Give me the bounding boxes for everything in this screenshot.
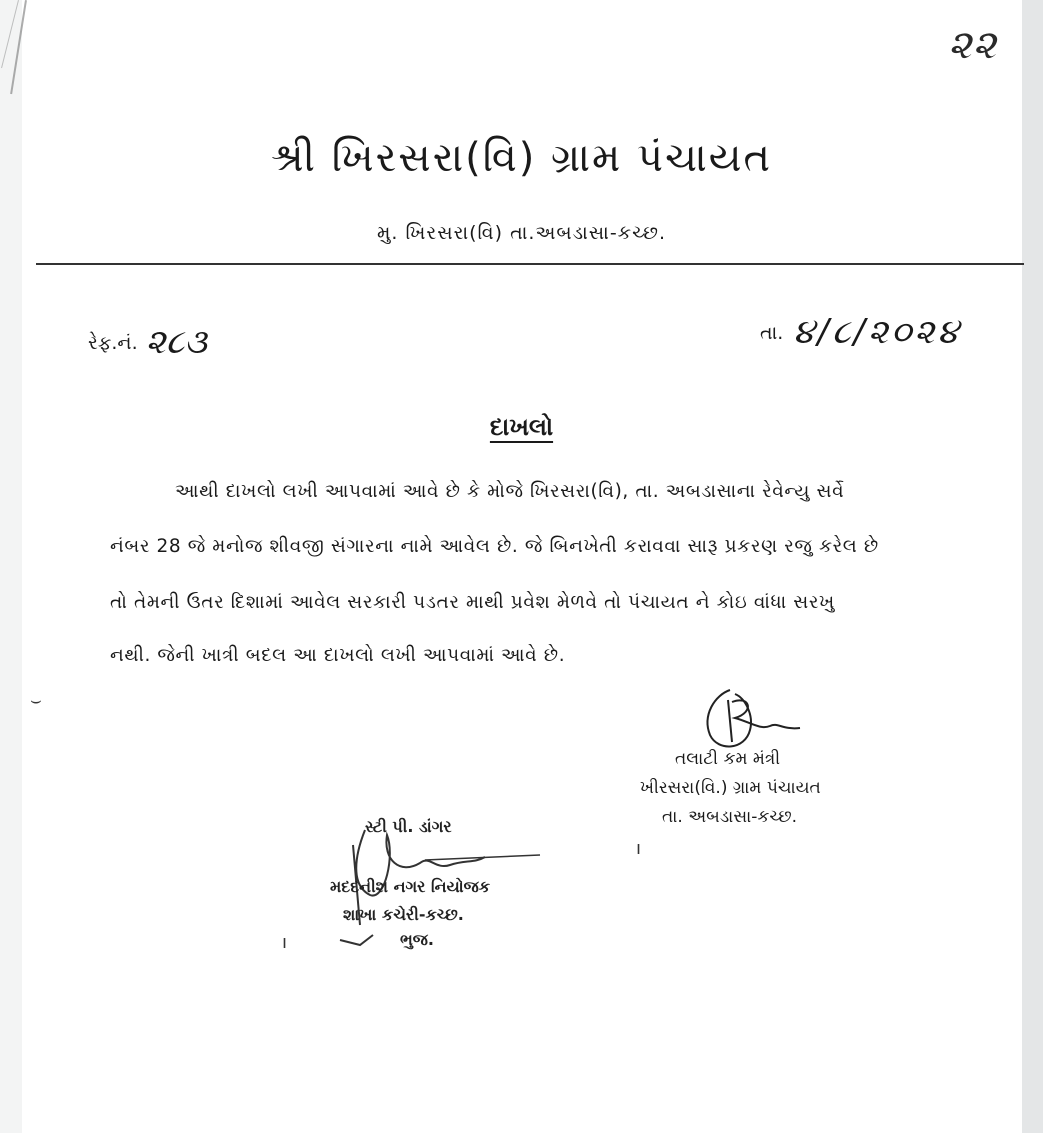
ink-mark: ı (282, 932, 288, 953)
stamp-name: સ્ટી પી. ડાંગર (365, 817, 452, 836)
header-divider (36, 263, 1024, 265)
body-line-1: આથી દાખલો લખી આપવામાં આવે છે કે મોજે ખિરસરા(વિ), તા. અબડાસાના રેવેન્યુ સર્વે (175, 481, 845, 502)
ink-mark-3: ⌣ (30, 690, 42, 711)
ref-label: રેફ.નં. (88, 332, 138, 354)
date-label: તા. (760, 322, 784, 344)
body-line-3: તો તેમની ઉતર દિશામાં આવેલ સરકારી પડતર માથી પ્રવેશ મેળવે તો પંચાયત ને કોઇ વાંધા સરખુ (110, 592, 835, 613)
secretary-panchayat: ખીરસરા(વિ.) ગ્રામ પંચાયત (640, 778, 821, 798)
page-number: ૨૨ (948, 22, 997, 68)
panchayat-title: શ્રી ખિરસરા(વિ) ગ્રામ પંચાયત (270, 135, 773, 181)
stamp-designation: મદદનીશ નગર નિયોજક (330, 877, 491, 896)
secretary-taluka: તા. અબડાસા-કચ્છ. (662, 807, 798, 827)
panchayat-address: મુ. ખિરસરા(વિ) તા.અબડાસા-કચ્છ. (377, 222, 666, 244)
stamp-office: શાખા કચેરી-કચ્છ. (343, 905, 464, 924)
date-value: ૪/૮/૨૦૨૪ (793, 312, 962, 352)
reference-number (88, 322, 207, 362)
body-line-4: નથી. જેની ખાત્રી બદલ આ દાખલો લખી આપવામાં આવે છે. (110, 645, 566, 666)
official-stamp (325, 815, 545, 950)
secretary-designation (640, 745, 900, 832)
stamp-city: ભુજ. (400, 930, 435, 949)
body-line-2: નંબર 28 જે મનોજ શીવજી સંગારના નામે આવેલ છે. જે બિનખેતી કરાવવા સારૂ પ્રકરણ રજુ કરેલ છે (110, 536, 879, 557)
ink-mark-2: ı (636, 838, 642, 859)
ref-value: ૨૮૩ (145, 322, 207, 362)
certificate-heading: દાખલો (489, 413, 554, 441)
secretary-title: તલાટી કમ મંત્રી (675, 749, 781, 769)
document-date (760, 312, 961, 352)
